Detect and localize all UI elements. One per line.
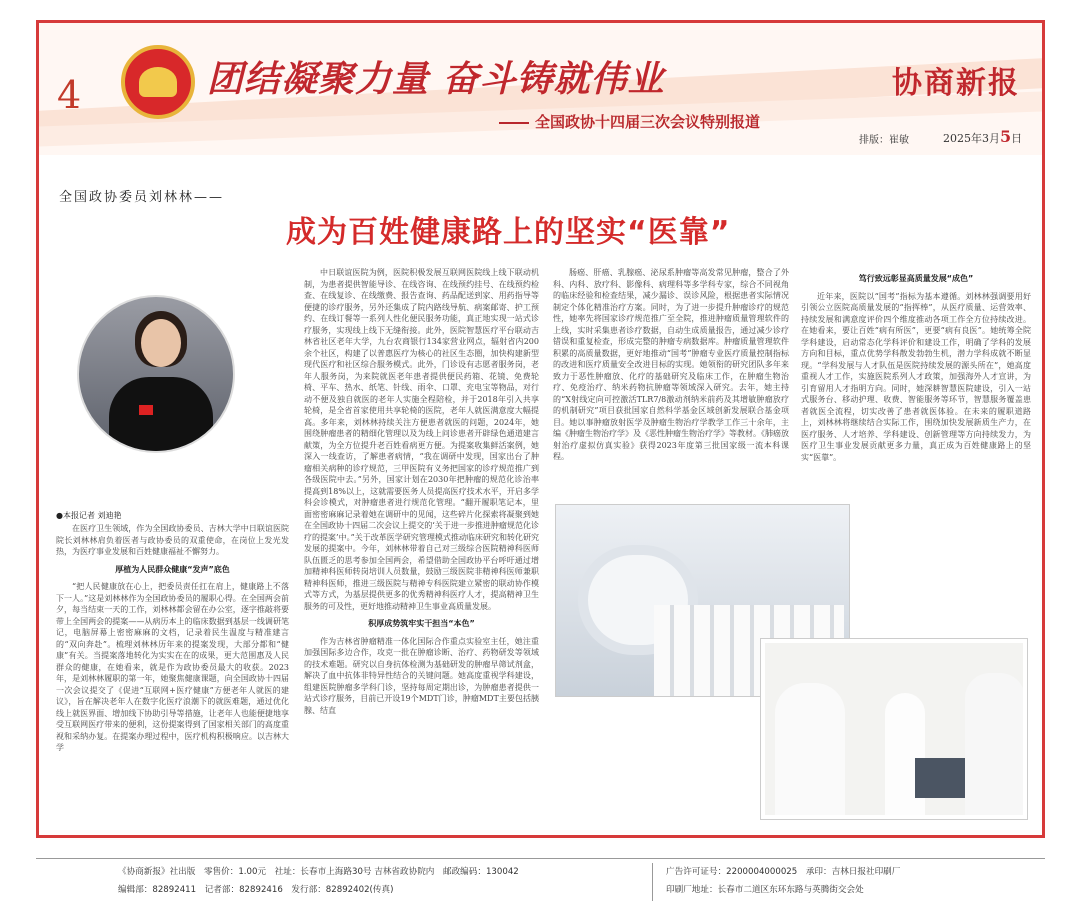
- footer-contact-info: 编辑部：82892411 记者部：82892416 发行部：82892402(传真): [118, 885, 394, 895]
- body-paragraph: “把人民健康放在心上，把委员责任扛在肩上，健康路上不落下一人。”这是刘林林作为全国政协委员的履职心得。在全国两会前夕，每当结束一天的工作，刘林林都会留在办公室，逐字推敲将要带上全国两会的提案——从病历本上的临床数据到基层一线调研笔记，电脑屏幕上密密麻麻的文档，记录着民生温度与精准建言的“双向奔赴”。梳理刘林林历年来的提案发现，大部分都和“健康”有关。当提案落地转化为实实在在的成果，更大范围惠及人民群众的健康，在她看来，就是作为政协委员最大的收获。2023年，是刘林林履职的第一年，她聚焦健康课题，向全国政协十四届一次会议提交了《促进“互联网+医疗健康”方便老年人就医的建议》，旨在解决老年人在数字化医疗浪潮下的就医难题，通过优化线上就医界面、增加线下协助引导等措施，让老年人也能便捷地享受互联网医疗带来的便利，这份提案得到了国家相关部门的高度重视和采纳办复。在提案办理过程中，医疗机构积极响应。以吉林大学: [56, 582, 289, 752]
- issue-date: [943, 127, 1022, 146]
- page-banner: [39, 23, 1042, 155]
- footer-printer-address: 印刷厂地址：长春市二道区东环东路与英腾街交会处: [666, 885, 864, 895]
- article-title: 成为百姓健康路上的坚实“医靠”: [286, 215, 731, 250]
- doctor-figure: [885, 693, 925, 819]
- newspaper-masthead: 协商新报: [892, 66, 1020, 101]
- body-paragraph: 中日联谊医院为例，医院积极发展互联网医院线上线下联动机制，为患者提供智能导诊、在线咨询、在线预约挂号、在线预约检查、在线复诊、在线缴费、报告查询、药品配送到家、用药指导等便捷的诊疗服务，另外还集成了院内路线导航、病案邮寄、护工预约、在线订餐等一系列人性化便民服务功能，真正地实现一站式诊疗服务，实现线上线下无缝衔接。此外，医院智慧医疗平台联动吉林省社区老年大学，九台农商银行134家营业网点，辐射省内200余个社区，构建了以普惠医疗为核心的社区生态圈，加快构建新型现代医疗和社区综合服务模式。此外，门诊设有志愿者服务岗，老年人服务岗，为来院就医老年患者提供便民药箱、花镜、免费轮椅、平车、热水、纸笔、针线、雨伞、口罩、充电宝等物品，对行动不便及独自就医的老年人实施全程陪检，并于2018年引入共享轮椅，是全省首家使用共享轮椅的医院，老年人就医满意度大幅提高。多年来，刘林林持续关注方便患者就医的问题，2024年，她围绕肿瘤患者的精细化管理以及为线上问诊患者开辟绿色通道建言献策，为全方位提升老百姓看病更方便。为提案收集鲜活案例，她深入一线查访，了解患者病情，“我在调研中发现，国家出台了肿瘤相关病种的诊疗规范，三甲医院有义务把国家的诊疗规范推广到各级医院中去。”另外，国家计划在2030年把肿瘤的规范化诊治率提高到18%以上，这就需要医务人员提高医疗技术水平，开启多学科会诊模式，对肿瘤患者进行规范化管理。“翻开履职笔记本，里面密密麻麻记录着她在调研中的见闻，这些碎片化探索将凝聚到她在全国政协十四届二次会议上提交的‘关于进一步推进肿瘤规范化诊疗的提案’中。”关于改革医学研究管理模式推动临床研究和转化研究发展的提案中。今年，刘林林带着自己对三级综合医院精神科医师队伍匮乏的思考参加全国两会，希望借助全国政协平台呼吁通过增加精神科医师转岗培训人员数量，鼓励三级医院非精神科医师兼职精神科医师，推进三级医院与精神专科医院建立紧密的联动协作模式等方式，为基层提供更多的优秀精神科医疗人才，提高精神卫生服务的可及性，更好地推动精神卫生事业高质量发展。: [304, 268, 539, 611]
- portrait-photo: [77, 295, 235, 453]
- intro-paragraph: 在医疗卫生领域，作为全国政协委员、吉林大学中日联谊医院院长刘林林肩负着医者与政协委员的双重使命，在岗位上发光发热，为医疗事业发展和百姓健康福祉不懈努力。: [56, 524, 289, 556]
- layout-editor: 排版：崔敏: [859, 135, 909, 146]
- body-paragraph: 作为吉林省肿瘤精准一体化国际合作重点实验室主任，她注重加强国际多边合作，攻克一批在肿瘤诊断、治疗、药物研发等领域的技术难题。研究以自身抗体检测为基础研发的肿瘤早筛试剂盒，解决了血中抗体非特异性结合的关键问题。她高度重视学科建设，组建医院肿瘤多学科门诊，坚持每周定期出诊，为肿瘤患者提供一站式诊疗服务，目前已开设19个MDT门诊，肿瘤MDT主要包括胰腺、结直: [304, 636, 539, 715]
- body-paragraph: 肠癌、肝癌、乳腺癌、泌尿系肿瘤等高发常见肿瘤，整合了外科、内科、放疗科、影像科、病理科等多学科专家，综合不同视角的临床经验和检查结果，减少漏诊、误诊风险，根据患者实际情况制定个体化精准治疗方案。同时，为了进一步提升肿瘤诊疗的规范性，她率先将国家诊疗规范推广至全院，推进肿瘤质量管理软件的上线，实时采集患者诊疗数据，自动生成质量报告，通过减少诊疗错误和重复检查，形成完整的肿瘤专病数据库。肿瘤质量管理软件积累的高质量数据，更好地推动“国考”肿瘤专业医疗质量控制指标的改进和医疗质量安全改进目标的实现。她领衔的研究团队多年来致力于恶性肿瘤放、化疗的基础研究及临床工作，在肿瘤生物治疗、免疫治疗、纳米药物抗肿瘤等领域深入研究。去年，她主持的“X射线定向可控激活TLR7/8激动剂纳米前药及其增敏肿瘤放疗的机制研究”项目获批国家自然科学基金区域创新发展联合基金项目。她以事肿瘤放射医学及肿瘤生物治疗学教学工作三十余年，主编《肿瘤生物治疗学》及《恶性肿瘤生物治疗学》等教材。《肺癌放射治疗虚拟仿真实验》获得2023年度第三批国家级一流本科课程。: [553, 268, 789, 461]
- article-column-2: [304, 267, 539, 819]
- portrait-face: [141, 319, 181, 367]
- doctor-figure: [775, 683, 845, 819]
- section-heading: 厚植为人民群众健康“发声”底色: [115, 564, 230, 574]
- footer-publisher-info: 《协商新报》社出版 零售价：1.00元 社址：长春市上海路30号 吉林省政协院内 邮政编码：130042: [118, 867, 519, 877]
- page-footer: [36, 858, 1045, 908]
- dash-icon: [499, 122, 529, 124]
- date-prefix: 2025年3月: [943, 132, 1000, 145]
- page-number: 4: [57, 73, 82, 117]
- article-column-4: [801, 267, 1031, 499]
- page-frame: [36, 20, 1045, 838]
- footer-license-info: 广告许可证号：2200004000025 承印：吉林日报社印刷厂: [666, 867, 901, 877]
- body-paragraph: 近年来，医院以“国考”指标为基本遵循。刘林林强调要用好引领公立医院高质量发展的“指挥棒”，从医疗质量、运营效率、持续发展和满意度评价四个维度推动各项工作全方位持续改进。在她看来，要让百姓“病有所医”，更要“病有良医”。她统筹全院学科建设，启动常态化学科评价和建设工作，明确了学科的发展方向和目标，重点优势学科散发勃勃生机，潜力学科成就不断显现。“学科发展与人才队伍是医院持续发展的源头所在”，她高度重视人才工作，实施医院系列人才政策，加强海外人才宣讲，为引育留用人才指明方向。同时，她深耕智慧医院建设，引入一站式服务台、移动护理、收费、智能服务等环节，智慧服务覆盖患者就医全流程，切实改善了患者就医体验。在未来的履职道路上，刘林林将继续结合实际工作，围绕加快发展新质生产力，在医疗服务、人才培养、学科建设、创新管理等方向持续发力，为医疗卫生事业发展贡献更多力量，真正成为百姓健康路上的坚实“医靠”。: [801, 291, 1031, 462]
- article-column-3: [553, 267, 789, 499]
- footer-divider: [652, 863, 653, 901]
- section-heading: 积厚成势筑牢实干担当“本色”: [368, 619, 475, 628]
- date-day: 5: [1000, 127, 1012, 146]
- article-column-1: [56, 523, 289, 819]
- date-suffix: 日: [1011, 132, 1023, 145]
- subheadline-text: 全国政协十四届三次会议特别报道: [535, 113, 761, 131]
- article-byline: 全国政协委员刘林林——: [59, 190, 225, 205]
- section-heading: 笃行致远彰显高质量发展“成色”: [858, 274, 974, 283]
- banner-subheadline: [499, 111, 760, 132]
- cppcc-emblem-icon: [121, 45, 195, 119]
- banner-headline: 团结凝聚力量 奋斗铸就伟业: [207, 59, 665, 100]
- doctor-figure: [965, 673, 1025, 819]
- ward-visit-photo: [761, 639, 1027, 819]
- delegate-badge-icon: [139, 405, 153, 415]
- portrait-body: [109, 377, 213, 453]
- reporter-credit: ●本报记者 刘迪艳: [56, 511, 122, 520]
